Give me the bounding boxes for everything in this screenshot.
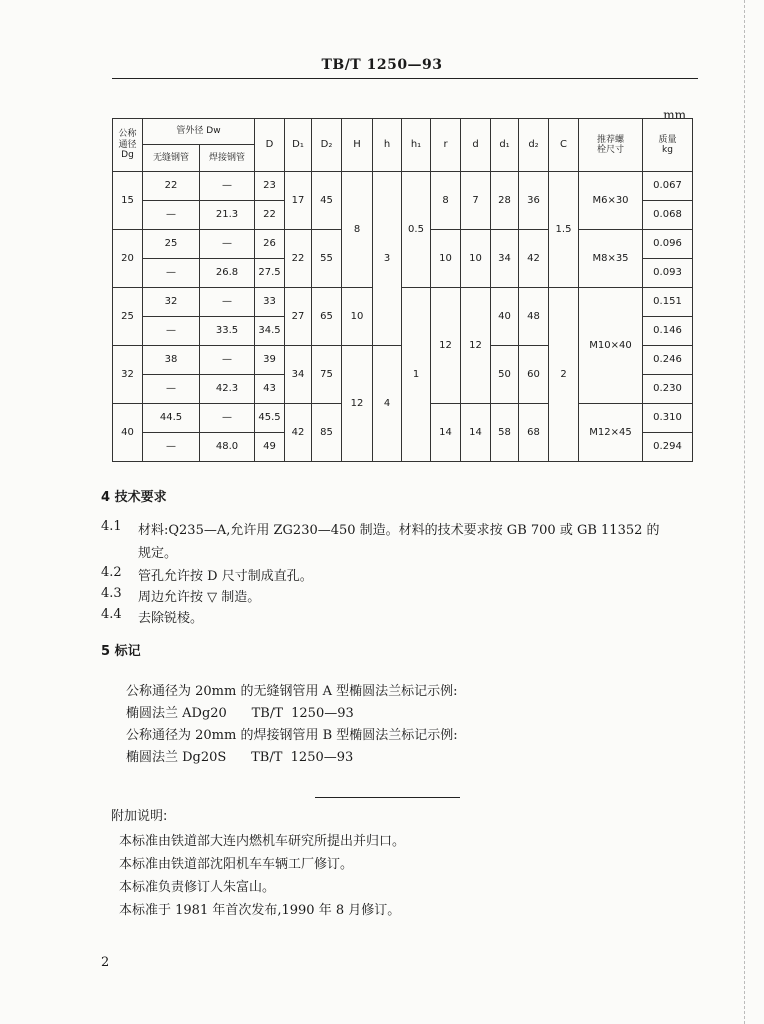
item-4-1-text: 材料:Q235—A,允许用 ZG230—450 制造。材料的技术要求按 GB 700 或 GB 11352 的 [138, 523, 660, 538]
cell-seamless: 32 [143, 288, 200, 317]
cell-welded: — [200, 172, 255, 201]
cell-d1: 58 [491, 404, 519, 462]
cell-d2: 42 [519, 230, 549, 288]
cell-bolt: M10×40 [579, 288, 643, 404]
cell-d2: 48 [519, 288, 549, 346]
cell-d: 10 [461, 230, 491, 288]
item-4-1-number: 4.1 [101, 519, 122, 534]
header-D2: D₂ [312, 119, 342, 172]
cell-welded: — [200, 230, 255, 259]
cell-d: 12 [461, 288, 491, 404]
header-d: d [461, 119, 491, 172]
cell-D1: 42 [285, 404, 312, 462]
header-pipe-od: 管外径 Dw [143, 119, 255, 145]
header-r: r [431, 119, 461, 172]
header-bolt-size: 推荐螺 栓尺寸 [579, 119, 643, 172]
item-4-3-text: 周边允许按 ▽ 制造。 [138, 590, 261, 605]
cell-h: 3 [373, 172, 402, 346]
table-unit: mm [663, 108, 686, 122]
cell-mass: 0.151 [643, 288, 693, 317]
header-h1: h₁ [402, 119, 431, 172]
cell-welded: 26.8 [200, 259, 255, 288]
cell-D1: 22 [285, 230, 312, 288]
cell-seamless: 25 [143, 230, 200, 259]
item-4-4-number: 4.4 [101, 607, 122, 622]
cell-d2: 36 [519, 172, 549, 230]
cell-D2: 55 [312, 230, 342, 288]
marking-example-a: 椭圆法兰 ADg20 TB/T 1250—93 [126, 706, 354, 721]
cell-r: 10 [431, 230, 461, 288]
footer-rule [315, 797, 460, 798]
cell-mass: 0.310 [643, 404, 693, 433]
cell-D: 49 [255, 433, 285, 462]
cell-h1: 1 [402, 288, 431, 462]
item-4-1-text-cont: 规定。 [138, 546, 178, 561]
cell-dg: 20 [113, 230, 143, 288]
cell-D: 33 [255, 288, 285, 317]
cell-D: 39 [255, 346, 285, 375]
header-seamless: 无缝钢管 [143, 145, 200, 172]
cell-D2: 85 [312, 404, 342, 462]
section-5-heading: 5 标记 [101, 644, 141, 659]
cell-d2: 68 [519, 404, 549, 462]
item-4-4-text: 去除锐棱。 [138, 611, 204, 626]
cell-D: 22 [255, 201, 285, 230]
scan-margin-line [744, 0, 745, 1024]
cell-bolt: M8×35 [579, 230, 643, 288]
dimension-table [112, 118, 693, 462]
header-D: D [255, 119, 285, 172]
cell-mass: 0.230 [643, 375, 693, 404]
cell-seamless: 38 [143, 346, 200, 375]
cell-D1: 17 [285, 172, 312, 230]
cell-seamless: — [143, 201, 200, 230]
cell-seamless: — [143, 433, 200, 462]
cell-d: 7 [461, 172, 491, 230]
cell-welded: — [200, 404, 255, 433]
cell-dg: 15 [113, 172, 143, 230]
cell-dg: 32 [113, 346, 143, 404]
marking-example-b: 椭圆法兰 Dg20S TB/T 1250—93 [126, 750, 354, 765]
cell-d1: 40 [491, 288, 519, 346]
cell-bolt: M6×30 [579, 172, 643, 230]
cell-H: 10 [342, 288, 373, 346]
cell-D: 34.5 [255, 317, 285, 346]
item-4-2-number: 4.2 [101, 565, 122, 580]
cell-C: 2 [549, 288, 579, 462]
cell-mass: 0.146 [643, 317, 693, 346]
marking-example-a-desc: 公称通径为 20mm 的无缝钢管用 A 型椭圆法兰标记示例: [126, 684, 458, 699]
cell-welded: 21.3 [200, 201, 255, 230]
header-row-1 [113, 119, 693, 145]
cell-dg: 25 [113, 288, 143, 346]
cell-seamless: 44.5 [143, 404, 200, 433]
cell-mass: 0.068 [643, 201, 693, 230]
cell-welded: — [200, 346, 255, 375]
cell-D: 43 [255, 375, 285, 404]
appendix-line: 本标准于 1981 年首次发布,1990 年 8 月修订。 [119, 903, 401, 918]
cell-D1: 34 [285, 346, 312, 404]
cell-mass: 0.093 [643, 259, 693, 288]
cell-d1: 50 [491, 346, 519, 404]
cell-seamless: — [143, 375, 200, 404]
cell-r: 14 [431, 404, 461, 462]
header-d2: d₂ [519, 119, 549, 172]
cell-mass: 0.294 [643, 433, 693, 462]
appendix-line: 本标准由铁道部沈阳机车车辆工厂修订。 [119, 857, 354, 872]
header-h: h [373, 119, 402, 172]
cell-D2: 75 [312, 346, 342, 404]
appendix-line: 本标准负责修订人朱富山。 [119, 880, 276, 895]
cell-dg: 40 [113, 404, 143, 462]
appendix-title: 附加说明: [111, 809, 168, 824]
table-row [113, 172, 693, 201]
cell-D: 26 [255, 230, 285, 259]
cell-welded: 48.0 [200, 433, 255, 462]
section-4-heading: 4 技术要求 [101, 490, 167, 505]
appendix-line: 本标准由铁道部大连内燃机车研究所提出并归口。 [119, 834, 406, 849]
cell-seamless: — [143, 259, 200, 288]
header-H: H [342, 119, 373, 172]
cell-r: 12 [431, 288, 461, 404]
cell-d2: 60 [519, 346, 549, 404]
header-mass: 质量 kg [643, 119, 693, 172]
cell-mass: 0.067 [643, 172, 693, 201]
cell-d: 14 [461, 404, 491, 462]
cell-r: 8 [431, 172, 461, 230]
table-row [113, 288, 693, 317]
cell-seamless: 22 [143, 172, 200, 201]
cell-mass: 0.096 [643, 230, 693, 259]
cell-mass: 0.246 [643, 346, 693, 375]
cell-welded: — [200, 288, 255, 317]
page-number: 2 [101, 955, 110, 970]
cell-D2: 45 [312, 172, 342, 230]
cell-D: 23 [255, 172, 285, 201]
header-C: C [549, 119, 579, 172]
header-welded: 焊接钢管 [200, 145, 255, 172]
cell-d1: 34 [491, 230, 519, 288]
cell-h1: 0.5 [402, 172, 431, 288]
cell-d1: 28 [491, 172, 519, 230]
header-d1: d₁ [491, 119, 519, 172]
cell-welded: 33.5 [200, 317, 255, 346]
cell-H: 8 [342, 172, 373, 288]
page-header: TB/T 1250—93 [321, 57, 443, 73]
cell-D2: 65 [312, 288, 342, 346]
cell-D1: 27 [285, 288, 312, 346]
marking-example-b-desc: 公称通径为 20mm 的焊接钢管用 B 型椭圆法兰标记示例: [126, 728, 458, 743]
header-rule [112, 78, 698, 79]
item-4-2-text: 管孔允许按 D 尺寸制成直孔。 [138, 569, 313, 584]
header-nominal-size: 公称 通径 Dg [113, 119, 143, 172]
cell-C: 1.5 [549, 172, 579, 288]
cell-welded: 42.3 [200, 375, 255, 404]
cell-D: 45.5 [255, 404, 285, 433]
cell-D: 27.5 [255, 259, 285, 288]
header-D1: D₁ [285, 119, 312, 172]
cell-seamless: — [143, 317, 200, 346]
cell-bolt: M12×45 [579, 404, 643, 462]
item-4-3-number: 4.3 [101, 586, 122, 601]
cell-H: 12 [342, 346, 373, 462]
cell-h: 4 [373, 346, 402, 462]
